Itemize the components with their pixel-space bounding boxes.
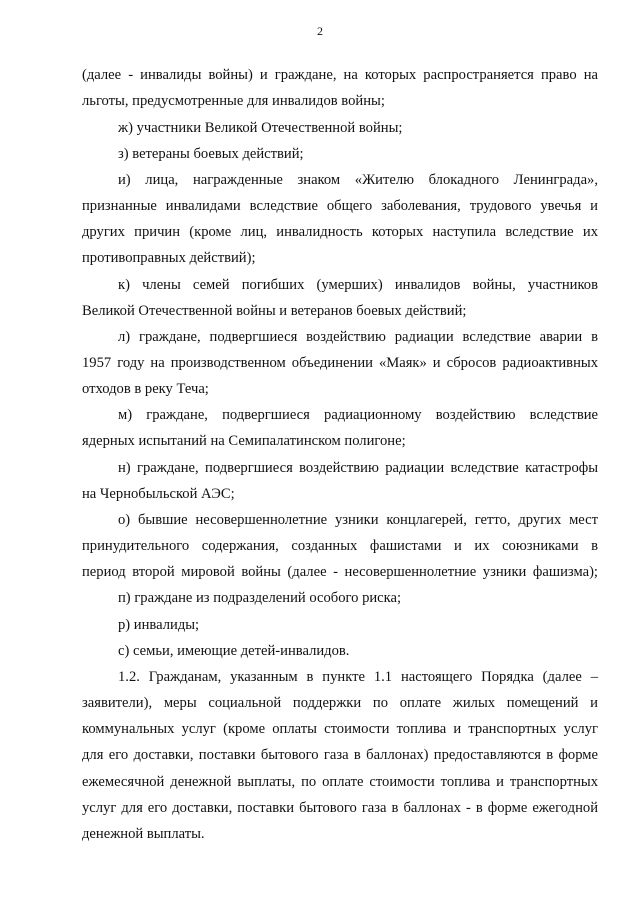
list-item-r: р) инвалиды; [118,617,200,633]
text-line: признанные инвалидами вследствие общего заболевания, трудового увечья и [82,198,598,214]
list-item-o: о) бывшие несовершеннолетние узники концлагерей, гетто, других мест [118,512,598,528]
text-line: ежемесячной денежной выплаты, по оплате стоимости топлива и транспортных [82,774,598,790]
text-line: коммунальных услуг (кроме оплаты стоимости топлива и транспортных услуг [82,721,598,737]
text-line: ядерных испытаний на Семипалатинском полигоне; [82,433,406,449]
list-item-k: к) члены семей погибших (умерших) инвалидов войны, участников [118,277,598,293]
text-line: отходов в реку Теча; [82,381,209,397]
list-item-s: с) семьи, имеющие детей-инвалидов. [118,643,350,659]
text-line: услуг для его доставки, поставки бытового газа в баллонах - в форме ежегодной [82,800,598,816]
text-line: заявители), меры социальной поддержки по оплате жилых помещений и [82,695,598,711]
paragraph-1-2-start: 1.2. Гражданам, указанным в пункте 1.1 настоящего Порядка (далее – [118,669,598,685]
list-item-m: м) граждане, подвергшиеся радиационному воздействию вследствие [118,407,598,423]
text-line: Великой Отечественной войны и ветеранов боевых действий; [82,303,467,319]
list-item-z: з) ветераны боевых действий; [118,146,304,162]
page-number: 2 [317,24,323,38]
list-item-p: п) граждане из подразделений особого риска; [118,590,402,606]
text-line: льготы, предусмотренные для инвалидов войны; [82,93,385,109]
text-line: денежной выплаты. [82,826,205,842]
list-item-i: и) лица, награжденные знаком «Жителю блокадного Ленинграда», [118,172,598,188]
text-line: противоправных действий); [82,250,256,266]
list-item-l: л) граждане, подвергшиеся воздействию радиации вследствие аварии в [118,329,598,345]
text-line: принудительного содержания, созданных фашистами и их союзниками в [82,538,598,554]
text-line: других причин (кроме лиц, инвалидность которых наступила вследствие их [82,224,598,240]
text-line: (далее - инвалиды войны) и граждане, на которых распространяется право на [82,67,598,83]
text-line: период второй мировой войны (далее - несовершеннолетние узники фашизма); [82,564,598,580]
text-line: для его доставки, поставки бытового газа в баллонах) предоставляются в форме [82,747,598,763]
list-item-n: н) граждане, подвергшиеся воздействию радиации вследствие катастрофы [118,460,598,476]
list-item-zh: ж) участники Великой Отечественной войны; [118,120,403,136]
text-line: 1957 году на производственном объединении «Маяк» и сбросов радиоактивных [82,355,598,371]
text-line: на Чернобыльской АЭС; [82,486,235,502]
